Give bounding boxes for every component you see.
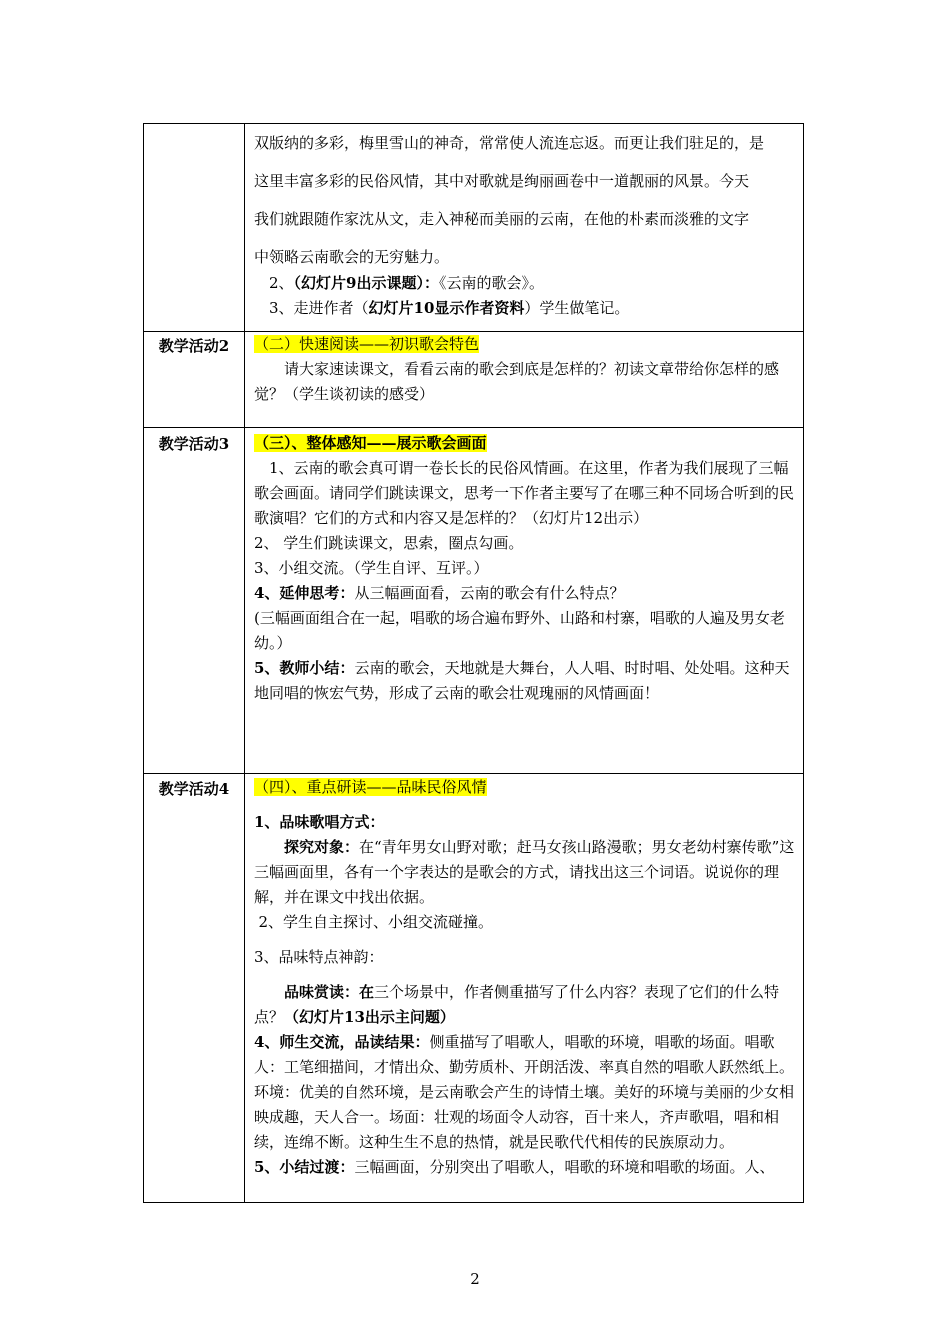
paragraph: 2、 学生们跳读课文，思索，圈点勾画。 xyxy=(254,534,524,552)
row-divider xyxy=(144,427,803,428)
row3-content xyxy=(254,431,797,706)
row1-items xyxy=(254,271,797,321)
paragraph: 1、云南的歌会真可谓一卷长长的民俗风情画。在这里，作者为我们展现了三幅歌会画面。请同学们跳读课文，思考一下作者主要写了在哪三种不同场合听到的民歌演唱？它们的方式和内容又是怎样的？（幻灯片12出示） xyxy=(254,459,795,527)
section-heading: （二）快速阅读——初识歌会特色 xyxy=(254,335,480,353)
row-divider xyxy=(144,773,803,774)
row1-content xyxy=(254,124,797,276)
activity-label: 教学活动4 xyxy=(158,780,230,798)
paragraph: 请大家速读课文，看看云南的歌会到底是怎样的？初读文章带给你怎样的感觉？（学生谈初读的感受） xyxy=(254,360,780,403)
paragraph: 探究对象：在“青年男女山野对歌；赶马女孩山路漫歌；男女老幼村寨传歌”这三幅画面里，各有一个字表达的是歌会的方式，请找出这三个词语。说说你的理解，并在课文中找出依据。 xyxy=(254,838,795,906)
item-3: 3、走进作者（幻灯片10显示作者资料）学生做笔记。 xyxy=(269,299,630,317)
paragraph: 5、教师小结：云南的歌会，天地就是大舞台，人人唱、时时唱、处处唱。这种天地同唱的恢宏气势，形成了云南的歌会壮观瑰丽的风情画面！ xyxy=(254,659,790,702)
column-divider xyxy=(244,124,245,1202)
section-heading: （四）、重点研读——品味民俗风情 xyxy=(254,778,487,796)
intro-line: 我们就跟随作家沈从文，走入神秘而美丽的云南，在他的朴素而淡雅的文字 xyxy=(254,210,750,228)
paragraph: (三幅画面组合在一起，唱歌的场合遍布野外、山路和村寨，唱歌的人遍及男女老幼。） xyxy=(254,609,785,652)
paragraph: 品味赏读：在三个场景中，作者侧重描写了什么内容？表现了它们的什么特点？（幻灯片13出示主问题） xyxy=(254,983,780,1026)
intro-line: 中领略云南歌会的无穷魅力。 xyxy=(254,248,450,266)
section-heading: （三）、整体感知——展示歌会画面 xyxy=(254,434,487,452)
lesson-table xyxy=(143,123,804,1203)
paragraph: 3、小组交流。（学生自评、互评。） xyxy=(254,559,489,577)
subheading: 1、品味歌唱方式： xyxy=(254,813,385,831)
activity-label: 教学活动2 xyxy=(158,337,230,355)
row2-content xyxy=(254,332,797,407)
row4-content xyxy=(254,775,797,1180)
paragraph: 5、小结过渡：三幅画面，分别突出了唱歌人，唱歌的环境和唱歌的场面。人、 xyxy=(254,1158,775,1176)
paragraph: 4、延伸思考：从三幅画面看，云南的歌会有什么特点？ xyxy=(254,584,625,602)
paragraph: 3、品味特点神韵： xyxy=(254,948,384,966)
intro-line: 这里丰富多彩的民俗风情，其中对歌就是绚丽画卷中一道靓丽的风景。今天 xyxy=(254,172,750,190)
paragraph: 2、学生自主探讨、小组交流碰撞。 xyxy=(258,913,494,931)
activity-label: 教学活动3 xyxy=(158,435,230,453)
item-2: 2、（幻灯片9出示课题）：《云南的歌会》。 xyxy=(269,274,545,292)
intro-line: 双版纳的多彩，梅里雪山的神奇，常常使人流连忘返。而更让我们驻足的，是 xyxy=(254,134,765,152)
page-number: 2 xyxy=(470,1270,480,1288)
paragraph: 4、师生交流，品读结果：侧重描写了唱歌人，唱歌的环境，唱歌的场面。唱歌人：工笔细描间，才情出众、勤劳质朴、开朗活泼、率真自然的唱歌人跃然纸上。环境：优美的自然环境，是云南歌会产生的诗情土壤。美好的环境与美丽的少女相映成趣，天人合一。场面：壮观的场面令人动容，百十来人，齐声歌唱，唱和相续，连绵不断。这种生生不息的热情，就是民歌代代相传的民族原动力。 xyxy=(254,1033,795,1151)
